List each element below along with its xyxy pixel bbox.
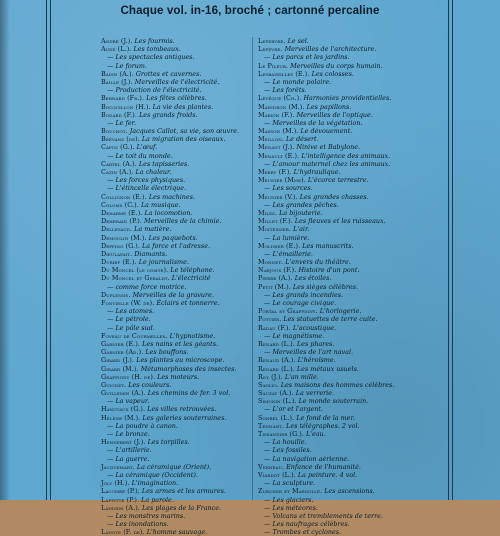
entry-title: Merveilles de l'électricité. <box>134 77 220 86</box>
entry-author: Tennant. <box>258 421 285 430</box>
catalog-entry <box>258 414 448 422</box>
catalog-entry <box>258 471 448 479</box>
entry-author: Pierre (A.). <box>258 274 293 283</box>
entry-title: — Le courage civique. <box>264 299 336 307</box>
catalog-entry <box>258 340 448 348</box>
entry-author: Moitessier. <box>258 225 292 234</box>
catalog-entry <box>258 299 448 307</box>
entry-title: Métamorphoses des insectes. <box>140 364 237 373</box>
entry-author: Deharme (E.). <box>101 208 143 217</box>
entry-author: Narjoux (F.). <box>258 266 297 275</box>
entry-title: L'horlogerie. <box>319 307 362 316</box>
entry-title: La vie des plantes. <box>152 102 214 111</box>
entry-title: L'héroïsme. <box>297 356 336 365</box>
entry-title: Les galeries souterraines. <box>142 413 227 422</box>
catalog-entry <box>258 422 448 430</box>
entry-author: Jacquemart. <box>101 462 135 471</box>
entry-author: Cazin (A.). <box>101 168 134 176</box>
entry-author: Simonin (L.). <box>258 397 297 406</box>
entry-author: Viardot (L.). <box>258 470 296 479</box>
catalog-entry <box>258 258 448 266</box>
entry-title: Les machines. <box>148 192 195 201</box>
entry-title: — La houille. <box>264 438 307 446</box>
entry-title: La bijouterie. <box>279 208 323 217</box>
entry-author: Millet (F.). <box>258 217 293 226</box>
entry-author: Bodard (F.). <box>101 110 138 119</box>
entry-title: Les tapisseries. <box>138 159 190 168</box>
entry-title: — Le monde polaire. <box>264 78 331 86</box>
entry-author: Guignet. <box>101 380 127 389</box>
catalog-entry <box>258 225 448 233</box>
entry-title: Les bouffons. <box>145 348 189 357</box>
catalog-entry <box>258 184 448 192</box>
catalog-entry <box>258 266 448 274</box>
catalog-entry <box>258 397 448 405</box>
entry-author: Le Pileur. <box>258 61 289 70</box>
entry-title: — Les grands incendies. <box>264 291 343 299</box>
entry-title: L'œuf. <box>136 143 158 152</box>
catalog-entry <box>258 332 448 340</box>
entry-title: — Les météores. <box>264 504 318 512</box>
catalog-entry <box>258 234 448 242</box>
entry-title: Merveilles de la gravure. <box>132 290 214 299</box>
entry-title: L'envers du théâtre. <box>285 258 351 267</box>
entry-author: Portal et Graffigny. <box>258 307 318 316</box>
entry-title: Les paquebots. <box>148 233 198 242</box>
entry-title: L'hydraulique. <box>293 168 341 176</box>
entry-author: Guillemin (A.). <box>101 389 146 398</box>
entry-title: — Les forêts. <box>264 86 307 94</box>
catalog-entry <box>258 274 448 282</box>
catalog-entry <box>258 315 448 323</box>
catalog-entry <box>258 283 448 291</box>
entry-author: Masson (M.). <box>258 127 299 136</box>
entry-title: Les chemins de fer. 3 vol. <box>147 389 231 398</box>
entry-author: Dubief (E.). <box>101 258 137 267</box>
catalog-entry <box>258 250 448 258</box>
entry-title: L'air. <box>293 225 310 234</box>
entry-title: Harmonies providentielles. <box>303 94 392 103</box>
entry-author: Garnier (E.). <box>101 339 141 348</box>
entry-author: Du Moncel et Geraldy. <box>101 274 170 283</box>
entry-author: Petit (M.). <box>258 282 291 291</box>
entry-author: Du Moncel (le comte). <box>101 266 169 275</box>
entry-author: Cartel (A.). <box>101 159 137 168</box>
entry-title: — L'amour maternel chez les animaux. <box>264 160 390 168</box>
entry-title: — Les atomes. <box>107 307 154 315</box>
catalog-entry <box>258 487 448 495</box>
spine-shadow <box>0 0 10 500</box>
entry-author: Lacombe (P.). <box>101 487 140 496</box>
entry-title: — Les naufrages célèbres. <box>264 520 350 528</box>
entry-author: Saglio. <box>258 380 279 389</box>
catalog-entry <box>258 135 448 143</box>
entry-title: L'acoustique. <box>292 323 337 332</box>
catalog-entry <box>258 119 448 127</box>
catalog-entry <box>258 143 448 151</box>
entry-title: Les manuscrits. <box>302 241 354 250</box>
entry-title: — La vapeur. <box>107 397 149 405</box>
entry-title: — Le fer. <box>107 119 136 127</box>
entry-title: La peinture. 4 vol. <box>297 470 358 479</box>
entry-title: Les métaux usuels. <box>296 364 359 373</box>
entry-title: — Les parcs et les jardins. <box>264 53 350 61</box>
catalog-entry <box>258 242 448 250</box>
entry-author: Lefèvre. <box>258 45 283 54</box>
entry-title: — Les spectacles antiques. <box>107 53 194 61</box>
entry-title: Les télégraphes. 2 vol. <box>286 421 360 430</box>
entry-author: Menault (E.). <box>258 151 300 160</box>
entry-title: L'hypnotisme. <box>169 331 216 340</box>
entry-author: Girard (M.). <box>101 364 139 373</box>
entry-title: Les étoiles. <box>294 274 332 283</box>
catalog-entry <box>258 201 448 209</box>
entry-title: — Trombes et cyclones. <box>264 528 341 536</box>
entry-title: — Production de l'électricité. <box>107 86 202 94</box>
entry-title: Histoire d'un pont. <box>298 266 360 275</box>
entry-author: Tissandier (G.). <box>258 430 304 438</box>
entry-title: — Les forces physiques. <box>107 176 185 184</box>
entry-author: Sauzay (A.). <box>258 389 294 398</box>
entry-title: Les maisons des hommes célèbres. <box>280 380 395 389</box>
catalog-entry <box>258 152 448 160</box>
entry-title: — Le forum. <box>107 62 147 70</box>
entry-author: Deherain (P.). <box>101 217 142 226</box>
entry-author: Lévêque (Ch.). <box>258 94 302 103</box>
catalog-entry <box>258 70 448 78</box>
entry-title: Les couleurs. <box>128 380 172 389</box>
catalog-entry <box>258 324 448 332</box>
entry-title: — Le bronze. <box>107 430 150 438</box>
entry-title: La locomotion. <box>144 208 193 217</box>
entry-title: La céramique (Orient). <box>136 462 212 471</box>
entry-title: Merveilles du corps humain. <box>290 61 383 70</box>
entry-title: L'électricité <box>171 274 211 283</box>
entry-title: Les armes et les armures. <box>141 487 226 496</box>
entry-title: — L'étincelle électrique. <box>107 184 186 192</box>
entry-title: — L'émaillerie. <box>264 250 313 258</box>
catalog-entry <box>258 446 448 454</box>
entry-title: Le dévouement. <box>300 127 353 136</box>
catalog-entry <box>258 45 448 53</box>
entry-author: Depping (G.). <box>101 241 140 250</box>
entry-title: — Les monstres marins. <box>107 512 185 520</box>
entry-author: Marion (F.). <box>258 110 295 119</box>
catalog-entry <box>258 103 448 111</box>
catalog-entry <box>258 53 448 61</box>
entry-title: Les grandes chasses. <box>299 192 369 201</box>
entry-title: La matière. <box>134 225 172 234</box>
entry-title: Les plantes au microscope. <box>136 356 225 365</box>
entry-title: Grottes et cavernes. <box>135 69 202 78</box>
entry-author: Renaud (A.). <box>258 356 296 365</box>
entry-title: — Les inondations. <box>107 520 169 528</box>
entry-author: Verneau. <box>258 462 285 471</box>
catalog-entry <box>258 209 448 217</box>
entry-author: Milès. <box>258 208 278 217</box>
entry-author: Meillon. <box>258 135 284 144</box>
entry-title: — Merveilles de la végétation. <box>264 119 362 127</box>
entry-title: — Volcans et tremblements de terre. <box>264 512 383 520</box>
catalog-entry <box>258 373 448 381</box>
entry-author: Bouchot. <box>101 127 128 136</box>
entry-title: Les fêtes célèbres. <box>146 94 207 103</box>
catalog-entry <box>258 78 448 86</box>
catalog-column-right <box>258 37 448 536</box>
entry-title: Les torpilles. <box>147 438 190 447</box>
entry-author: Baille (J.). <box>101 77 133 86</box>
entry-author: Delleyaud. <box>101 225 133 234</box>
entry-title: L'intelligence des animaux. <box>301 151 391 160</box>
catalog-entry <box>258 193 448 201</box>
entry-author: Maindron (M.). <box>258 102 305 111</box>
entry-author: Bernard (Fr.). <box>101 94 145 103</box>
entry-author: Coloms (C.). <box>101 200 139 209</box>
catalog-entry <box>258 356 448 364</box>
entry-title: Éclairs et tonnerre. <box>156 299 220 307</box>
entry-title: Les grands froids. <box>139 110 198 119</box>
catalog-entry <box>258 86 448 94</box>
entry-author: Renard (L.). <box>258 364 295 373</box>
entry-title: — comme force motrice. <box>107 283 186 291</box>
catalog-entry <box>258 438 448 446</box>
entry-title: — Le magnétisme. <box>264 332 324 340</box>
catalog-entry <box>258 512 448 520</box>
entry-author: Dieulafait. <box>101 249 133 258</box>
catalog-entry <box>258 365 448 373</box>
entry-author: Brévans (de). <box>101 135 140 144</box>
entry-author: Roy (J.). <box>258 372 283 381</box>
entry-author: Menant (J.). <box>258 143 295 152</box>
catalog-entry <box>258 217 448 225</box>
entry-title: L'homme sauvage. <box>146 528 208 536</box>
entry-title: La parole. <box>141 495 174 504</box>
catalog-entry <box>258 348 448 356</box>
entry-title: Merveilles de la chimie. <box>143 217 222 226</box>
catalog-entry <box>258 168 448 176</box>
entry-author: Meunier (Mme). <box>258 176 306 185</box>
entry-title: — Les grandes pêches. <box>264 201 339 209</box>
entry-title: Les plages de la France. <box>141 503 222 512</box>
entry-title: L'an mille. <box>284 372 319 381</box>
entry-title: Les fourmis. <box>134 37 175 45</box>
entry-author: Zurcher et Margollé. <box>258 487 323 496</box>
entry-author: Joly (H.). <box>101 479 130 488</box>
catalog-entry <box>258 496 448 504</box>
entry-title: Le journalisme. <box>138 258 189 267</box>
entry-author: Collignon (E.). <box>101 192 147 201</box>
entry-author: André (J.). <box>101 37 133 45</box>
entry-title: Les statuettes de terre cuite. <box>283 315 378 324</box>
entry-author: Lefebvre. <box>258 37 286 45</box>
entry-author: Hélène (M.). <box>101 413 141 422</box>
entry-title: — Les fossiles. <box>264 446 312 454</box>
entry-title: Les villes retrouvées. <box>147 405 217 414</box>
entry-author: Audé (L.). <box>101 45 132 54</box>
entry-author: Duplessis. <box>101 290 131 299</box>
entry-title: Le désert. <box>286 135 319 144</box>
entry-title: — La lumière. <box>264 234 309 242</box>
entry-author: Girard (J.). <box>101 356 135 365</box>
entry-title: Merveilles de l'optique. <box>296 110 373 119</box>
catalog-entry <box>258 520 448 528</box>
entry-title: — La guerre. <box>107 455 149 463</box>
entry-title: Le fond de la mer. <box>296 413 355 422</box>
entry-author: Hennebert (J.). <box>101 438 146 447</box>
entry-title: Diamants. <box>134 249 168 258</box>
entry-author: Pottier. <box>258 315 282 324</box>
entry-author: Graffigny (H. de). <box>101 372 156 381</box>
catalog-entry <box>258 291 448 299</box>
entry-author: Fonvielle (W. de). <box>101 299 155 307</box>
catalog-entry <box>258 479 448 487</box>
entry-author: Laffitte (P.). <box>101 495 140 504</box>
entry-author: Monnet. <box>258 258 284 267</box>
entry-title: Les fleuves et les ruisseaux. <box>294 217 386 226</box>
catalog-entry <box>258 111 448 119</box>
entry-title: — Les glaciers. <box>264 496 314 504</box>
entry-author: Renard (L.). <box>258 339 295 348</box>
price-header: Chaque vol. in-16, broché ; cartonné percaline <box>120 4 380 17</box>
entry-author: Garnier (Ad.). <box>101 348 144 357</box>
catalog-entry <box>258 127 448 135</box>
catalog-entry <box>258 176 448 184</box>
entry-title: Les nains et les géants. <box>142 339 219 348</box>
entry-title: — La sculpture. <box>264 479 315 487</box>
entry-title: Les colosses. <box>311 69 354 78</box>
entry-title: La verrerie. <box>295 389 335 398</box>
catalog-entry <box>258 94 448 102</box>
entry-title: — La céramique (Occident). <box>107 471 198 479</box>
catalog-entry <box>258 528 448 536</box>
catalog-entry <box>258 463 448 471</box>
entry-title: La chaleur. <box>135 168 172 176</box>
entry-title: La migration des oiseaux. <box>141 135 226 144</box>
entry-author: Hanotaux (G.). <box>101 405 146 414</box>
entry-title: — Le toit du monde. <box>107 152 173 160</box>
entry-title: — La navigation aérienne. <box>264 455 349 463</box>
catalog-entry <box>258 455 448 463</box>
entry-title: Les papillons. <box>306 102 352 111</box>
entry-title: L'imagination. <box>131 479 179 488</box>
entry-title: Les tombeaux. <box>133 45 181 54</box>
entry-author: Merry (F.). <box>258 168 292 176</box>
catalog-entry <box>258 37 448 45</box>
entry-title: — La poudre à canon. <box>107 422 178 430</box>
entry-title: — Merveilles de l'art naval. <box>264 348 353 356</box>
entry-author: Badin (A.). <box>101 69 134 78</box>
catalog-entry <box>258 62 448 70</box>
entry-author: Lesbazeilles (E.). <box>258 69 310 78</box>
catalog-entry <box>258 381 448 389</box>
entry-title: — Le pôle sud. <box>107 324 155 332</box>
entry-title: — Les sources. <box>264 184 313 192</box>
entry-title: Merveilles de l'architecture. <box>284 45 377 54</box>
catalog-entry <box>258 389 448 397</box>
catalog-entry <box>258 307 448 315</box>
catalog-entry <box>258 160 448 168</box>
entry-author: Landrin (A.). <box>101 503 140 512</box>
entry-author: Bocquillon (H.). <box>101 102 151 111</box>
entry-title: Les ascensions. <box>324 487 375 496</box>
entry-title: La musique. <box>140 200 181 209</box>
entry-title: Les phares. <box>296 339 335 348</box>
entry-author: Meunier (V.). <box>258 192 298 201</box>
entry-title: Le monde souterrain. <box>298 397 369 406</box>
entry-author: Sonrel (L.). <box>258 413 295 422</box>
entry-title: Jacques Callot, sa vie, son œuvre. <box>129 127 240 136</box>
entry-title: L'écorce terrestre. <box>307 176 369 185</box>
entry-author: Molinier (E.). <box>258 241 301 250</box>
entry-title: Les sièges célèbres. <box>292 282 358 291</box>
catalog-entry <box>258 504 448 512</box>
entry-author: Lanoye (F. de). <box>101 528 145 536</box>
entry-author: Demoulin (M.). <box>101 233 147 242</box>
entry-title: Le téléphone. <box>170 266 215 275</box>
entry-author: Capus (G.). <box>101 143 135 152</box>
entry-title: — L'artillerie. <box>107 446 152 454</box>
entry-title: Les moteurs. <box>157 372 200 381</box>
entry-title: Le sel. <box>287 37 309 45</box>
entry-title: Ninive et Babylone. <box>296 143 361 152</box>
catalog-entry <box>258 430 448 438</box>
catalog-entry <box>258 405 448 413</box>
entry-title: — L'or et l'argent. <box>264 405 323 413</box>
entry-title: L'eau. <box>305 430 326 438</box>
entry-title: — Le pétrole. <box>107 315 151 323</box>
entry-author: Radau (F.). <box>258 323 291 332</box>
entry-title: Enfance de l'humanité. <box>286 462 361 471</box>
entry-title: La force et l'adresse. <box>142 241 211 250</box>
entry-author: Foveau de Courmelles. <box>101 331 168 340</box>
